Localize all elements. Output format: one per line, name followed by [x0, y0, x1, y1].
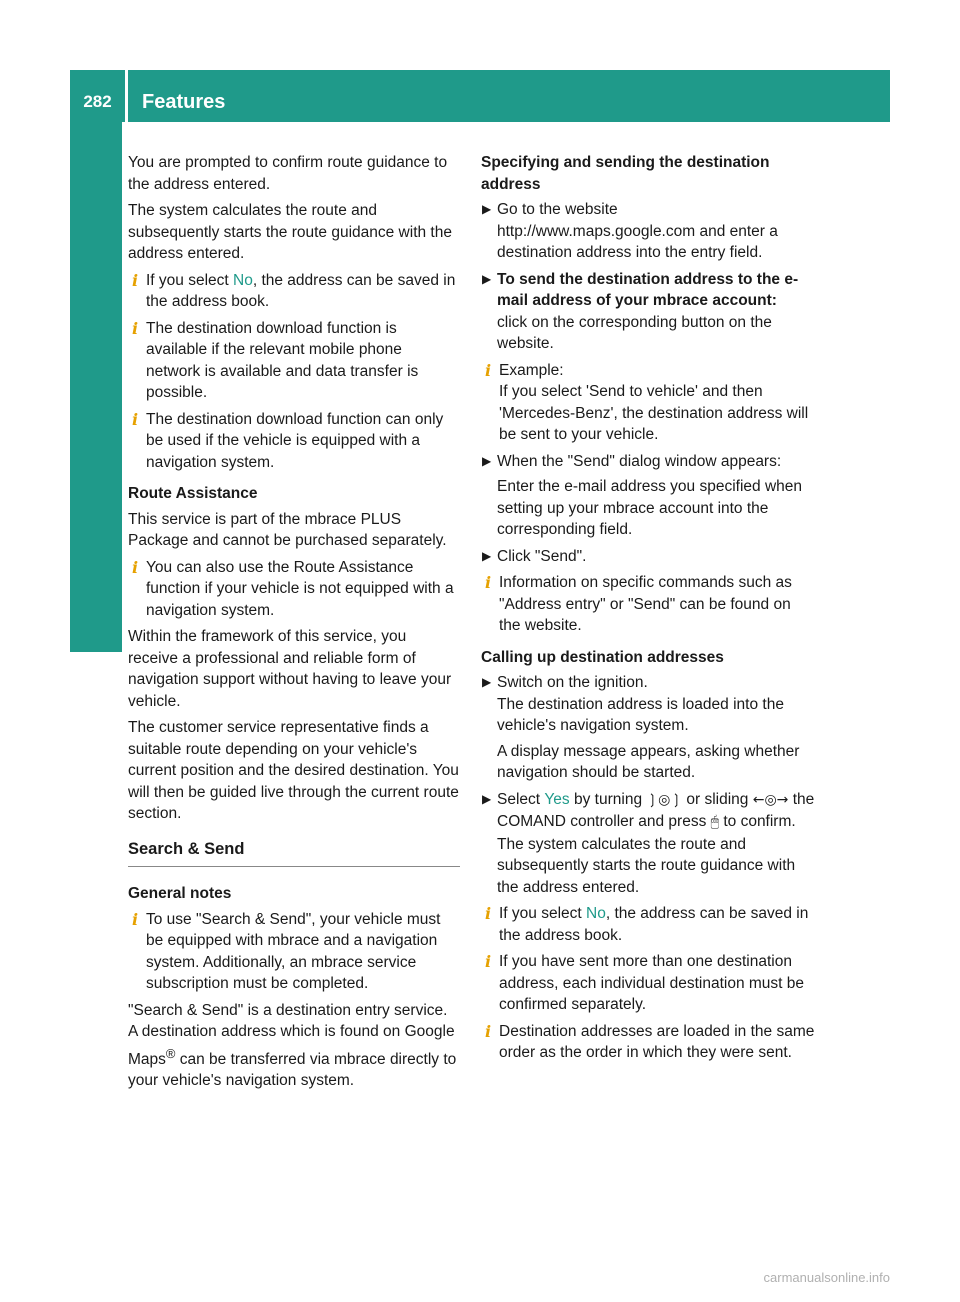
step: ▶ Switch on the ignition. The destination address is loaded into the vehicle's navigation system. A display message appears, asking whether navigation should be started. [482, 674, 800, 781]
info-note: i The destination download function can only be used if the vehicle is equipped with a navigation system. [128, 409, 460, 474]
display-text-no: No [233, 271, 253, 289]
paragraph: This service is part of the mbrace PLUS Package and cannot be purchased separately. [128, 510, 447, 549]
info-note: i If you have sent more than one destination address, each individual destination must be confirmed separately. [481, 951, 816, 1016]
info-note: i If you select No, the address can be saved in the address book. [128, 270, 460, 313]
subheading-route-assistance: Route Assistance [128, 485, 258, 502]
paragraph: "Search & Send" is a destination entry service. A destination address which is found on Google Maps® can be transferred via mbrace directly to your vehicle's navigation system. [128, 1001, 457, 1090]
info-icon: i [131, 557, 139, 577]
arrow-right-icon: ▶ [482, 675, 492, 689]
side-tab-marker [70, 600, 122, 652]
step: ▶ Go to the website http://www.maps.google.com and enter a destination address into the entry field. [482, 201, 778, 261]
info-icon: i [131, 318, 139, 338]
info-icon: i [484, 360, 492, 380]
info-icon: i [484, 573, 492, 592]
right-column [481, 152, 816, 1069]
info-icon: i [131, 909, 139, 929]
arrow-right-icon: ▶ [482, 548, 492, 563]
watermark: carmanualsonline.info [763, 1270, 890, 1285]
controller-press-icon: 🖱 [710, 814, 720, 830]
page-number: 282 [83, 92, 112, 111]
paragraph: The system calculates the route and subsequently starts the route guidance with the address entered. [128, 202, 452, 262]
section-title: Search & Send [128, 839, 460, 868]
info-note: i The destination download function is available if the relevant mobile phone network is available and data transfer is possible. [128, 318, 460, 404]
step: ▶ Click "Send". [481, 546, 816, 568]
info-note: i If you select No, the address can be saved in the address book. [481, 903, 816, 946]
arrow-right-icon: ▶ [482, 791, 492, 806]
step: ▶ To send the destination address to the e-mail address of your mbrace account: click on the corresponding button on the website. [482, 270, 799, 352]
info-note: i You can also use the Route Assistance function if your vehicle is not equipped with a navigation system. [128, 557, 460, 622]
info-icon: i [131, 270, 139, 290]
info-note: i Example: If you select 'Send to vehicle' and then 'Mercedes-Benz', the destination address will be sent to your vehicle. [481, 360, 816, 446]
subheading-calling-up: Calling up destination addresses [481, 648, 724, 666]
info-note: i Information on specific commands such as "Address entry" or "Send" can be found on the website. [481, 572, 816, 637]
page-header [70, 70, 890, 122]
paragraph: The customer service representative finds a suitable route depending on your vehicle's current position and the desired destination. You will then be guided live through the current route section. [128, 719, 459, 822]
arrow-right-icon: ▶ [482, 202, 492, 216]
subheading-specifying: Specifying and sending the destination address [481, 154, 770, 193]
display-text-yes: Yes [544, 790, 570, 808]
side-tab-label: Stowage and features [14, 379, 36, 586]
info-icon: i [484, 952, 492, 971]
arrow-right-icon: ▶ [482, 271, 492, 286]
step: ▶ When the "Send" dialog window appears: Enter the e-mail address you specified when setting up your mbrace account into the corresponding field. [482, 452, 802, 538]
paragraph: Within the framework of this service, you receive a professional and reliable form of navigation support without having to leave your vehicle. [128, 628, 452, 710]
info-note: i To use "Search & Send", your vehicle must be equipped with mbrace and a navigation system. Additionally, an mbrace service subscription must be completed. [128, 909, 460, 995]
subheading-general-notes: General notes [128, 885, 232, 902]
left-column [128, 152, 460, 1097]
page-title: Features [142, 91, 226, 113]
info-icon: i [484, 1021, 492, 1041]
arrow-right-icon: ▶ [482, 453, 492, 468]
registered-mark: ® [165, 1045, 176, 1061]
paragraph: You are prompted to confirm route guidance to the address entered. [128, 154, 448, 193]
controller-slide-icon: ←◎→ [752, 791, 789, 808]
controller-turn-icon: ❳◎❳ [646, 791, 683, 808]
side-tab [70, 122, 125, 600]
info-icon: i [131, 409, 139, 429]
header-divider [125, 70, 128, 122]
info-icon: i [484, 904, 492, 923]
info-note: i Destination addresses are loaded in the same order as the order in which they were sent. [481, 1021, 816, 1064]
step: ▶ Select Yes by turning ❳◎❳ or sliding ←◎→ the COMAND controller and press 🖱 to confirm. The system calculates the route and subsequently starts the route guidance with the address entered. [482, 790, 815, 896]
display-text-no: No [586, 905, 606, 922]
